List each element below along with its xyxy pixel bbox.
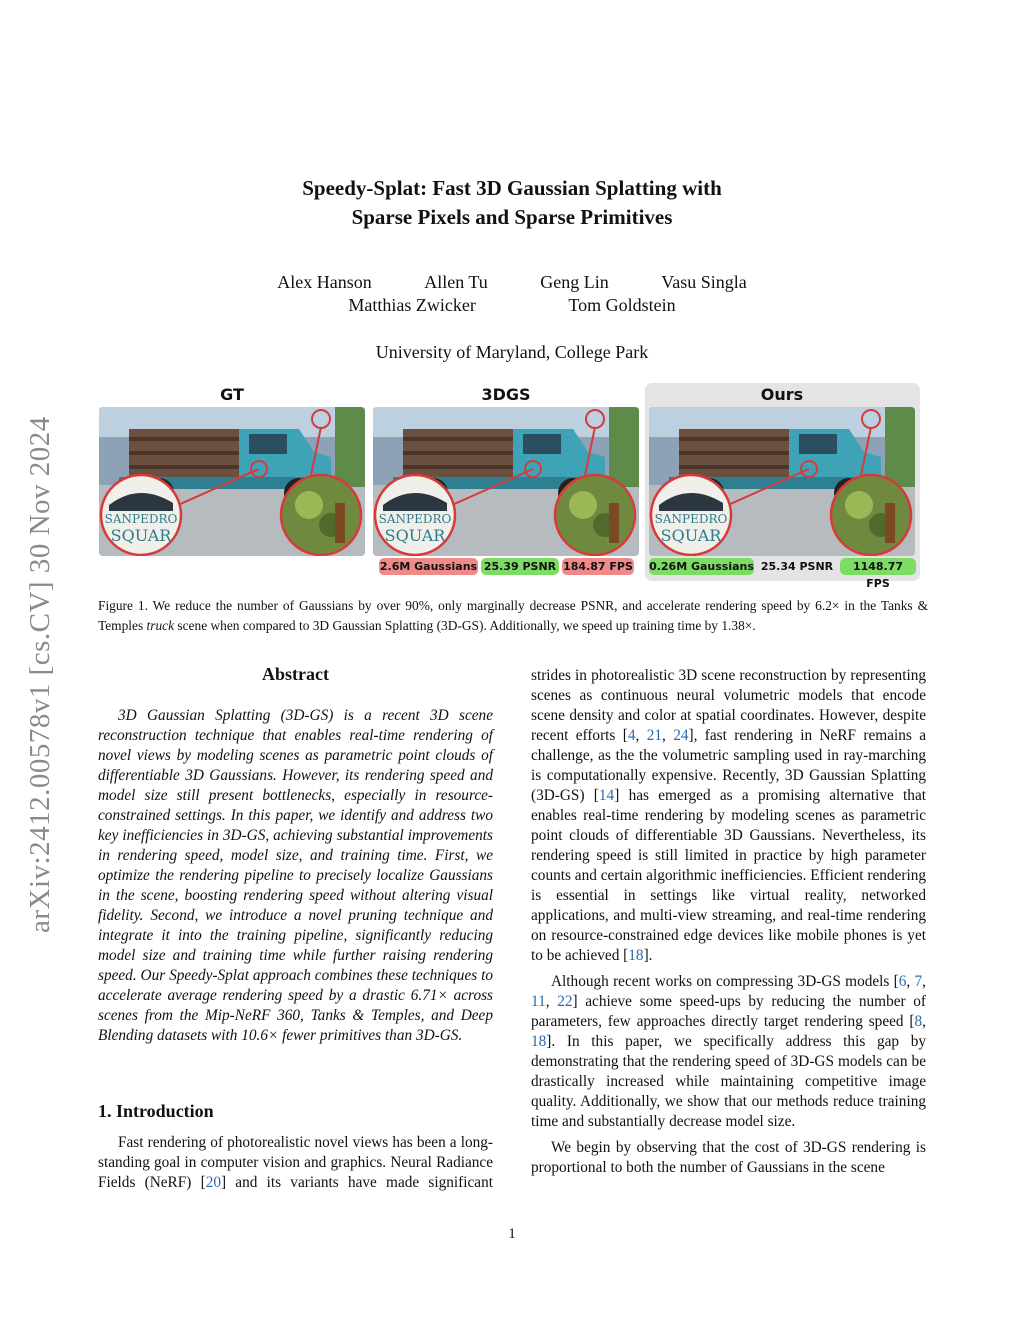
panel-label-3dgs: 3DGS	[481, 385, 531, 404]
figure-image-gt	[99, 407, 365, 556]
intro-column-left	[98, 1133, 493, 1193]
badge-ours-gaussians: 0.26M Gaussians	[649, 560, 754, 573]
author-row-1	[0, 271, 1024, 294]
sign-text-line-1: SANPEDRO	[378, 512, 452, 526]
paper-title	[0, 174, 1024, 232]
author-name: Alex Hanson	[277, 272, 372, 292]
author-name: Vasu Singla	[661, 272, 747, 292]
sign-text-line-1: SANPEDRO	[104, 512, 178, 526]
badge-baseline-gaussians: 2.6M Gaussians	[379, 560, 478, 573]
intro-paragraph-2: Although recent works on compressing 3D-GS models [6, 7, 11, 22] achieve some speed-ups by reducing the number of parameters, few approaches directly target rendering speed [8, 18]. In this paper, we specifically address this gap by demonstrating that the rendering speed of 3D-GS models can be drastically increased while maintaining competitive image quality. Additionally, we show that our methods reduce training time and substantially decrease model size.	[531, 973, 926, 1130]
intro-paragraph-3: We begin by observing that the cost of 3D-GS rendering is proportional to both the number of Gaussians in the scene	[531, 1139, 926, 1176]
arxiv-identifier: arXiv:2412.00578v1 [cs.CV] 30 Nov 2024	[24, 416, 56, 933]
sign-text-line-1: SANPEDRO	[654, 512, 728, 526]
intro-heading: 1. Introduction	[98, 1101, 214, 1121]
figure-image-3dgs	[373, 407, 639, 556]
intro-column-right	[531, 666, 927, 1196]
affiliation: University of Maryland, College Park	[375, 342, 649, 362]
abstract-heading: Abstract	[262, 664, 329, 684]
intro-paragraph-1-start: Fast rendering of photorealistic novel views has been a long-standing goal in computer vision and graphics. Neural Radiance Fields (NeRF) [20] and its variants have made significant	[98, 1134, 493, 1191]
author-name: Allen Tu	[424, 272, 488, 292]
author-row-2	[0, 294, 1024, 317]
sign-text-line-2: SQUAR	[660, 526, 722, 545]
author-name: Matthias Zwicker	[348, 295, 476, 315]
panel-label-ours: Ours	[760, 385, 804, 404]
author-name: Tom Goldstein	[568, 295, 676, 315]
badge-baseline-fps: 184.87 FPS	[563, 560, 633, 573]
page-number: 1	[508, 1226, 516, 1242]
figure-caption: Figure 1. We reduce the number of Gaussians by over 90%, only marginally decrease PSNR, and accelerate rendering speed by 6.2× in the Tanks & Temples truck scene when compared to 3D Gaussian Splatting (3D-GS). Additionally, we speed up training time by 1.38×.	[98, 598, 928, 633]
title-line-2: Sparse Pixels and Sparse Primitives	[351, 205, 673, 229]
sign-text-line-2: SQUAR	[110, 526, 172, 545]
author-name: Geng Lin	[540, 272, 609, 292]
badge-baseline-psnr: 25.39 PSNR	[481, 558, 559, 575]
badge-ours-psnr: 25.34 PSNR	[760, 560, 834, 573]
intro-paragraph-1-continued: strides in photorealistic 3D scene reconstruction by representing scenes as continuous neural volumetric models that encode scene density and color at spatial coordinates. However, despite recent efforts [4, 21, 24], fast rendering in NeRF remains a challenge, as the the volumetric sampling used in ray-marching is computationally expensive. Recently, 3D Gaussian Splatting (3D-GS) [14] has emerged as a promising alternative that enables real-time rendering by modeling scenes as parametric point clouds of differentiable 3D Gaussians. Nevertheless, its rendering speed is still limited in practice by high parameter counts and certain algorithmic inefficiencies. Efficient rendering is essential in settings like virtual reality, networked applications, and multi-view streaming, and real-time rendering on resource-constrained edge devices like mobile phones is yet to be achieved [18].	[531, 667, 926, 964]
badge-ours-fps: 1148.77 FPS	[840, 558, 916, 575]
panel-label-gt: GT	[220, 385, 244, 404]
abstract-body: 3D Gaussian Splatting (3D-GS) is a recent 3D scene reconstruction technique that enables real-time rendering of novel views by modeling scenes as parametric point clouds of differentiable 3D Gaussians. However, its rendering speed and model size still present bottlenecks, especially in resource-constrained settings. In this paper, we identify and address two key inefficiencies in 3D-GS, achieving substantial improvements in rendering speed, model size, and training time. First, we optimize the rendering pipeline to precisely localize Gaussians in the scene, boosting rendering speed without altering visual fidelity. Second, we introduce a novel pruning technique and integrate it into the training pipeline, significantly reducing model size and training time while further raising rendering speed. Our Speedy-Splat approach combines these techniques to accelerate average rendering speed by a drastic 6.71× across scenes from the Mip-NeRF 360, Tanks & Temples, and Deep Blending datasets with 10.6× fewer primitives than 3D-GS.	[98, 707, 493, 1044]
sign-text-line-2: SQUAR	[384, 526, 446, 545]
title-line-1: Speedy-Splat: Fast 3D Gaussian Splatting with	[302, 176, 722, 200]
figure-image-ours	[649, 407, 915, 556]
